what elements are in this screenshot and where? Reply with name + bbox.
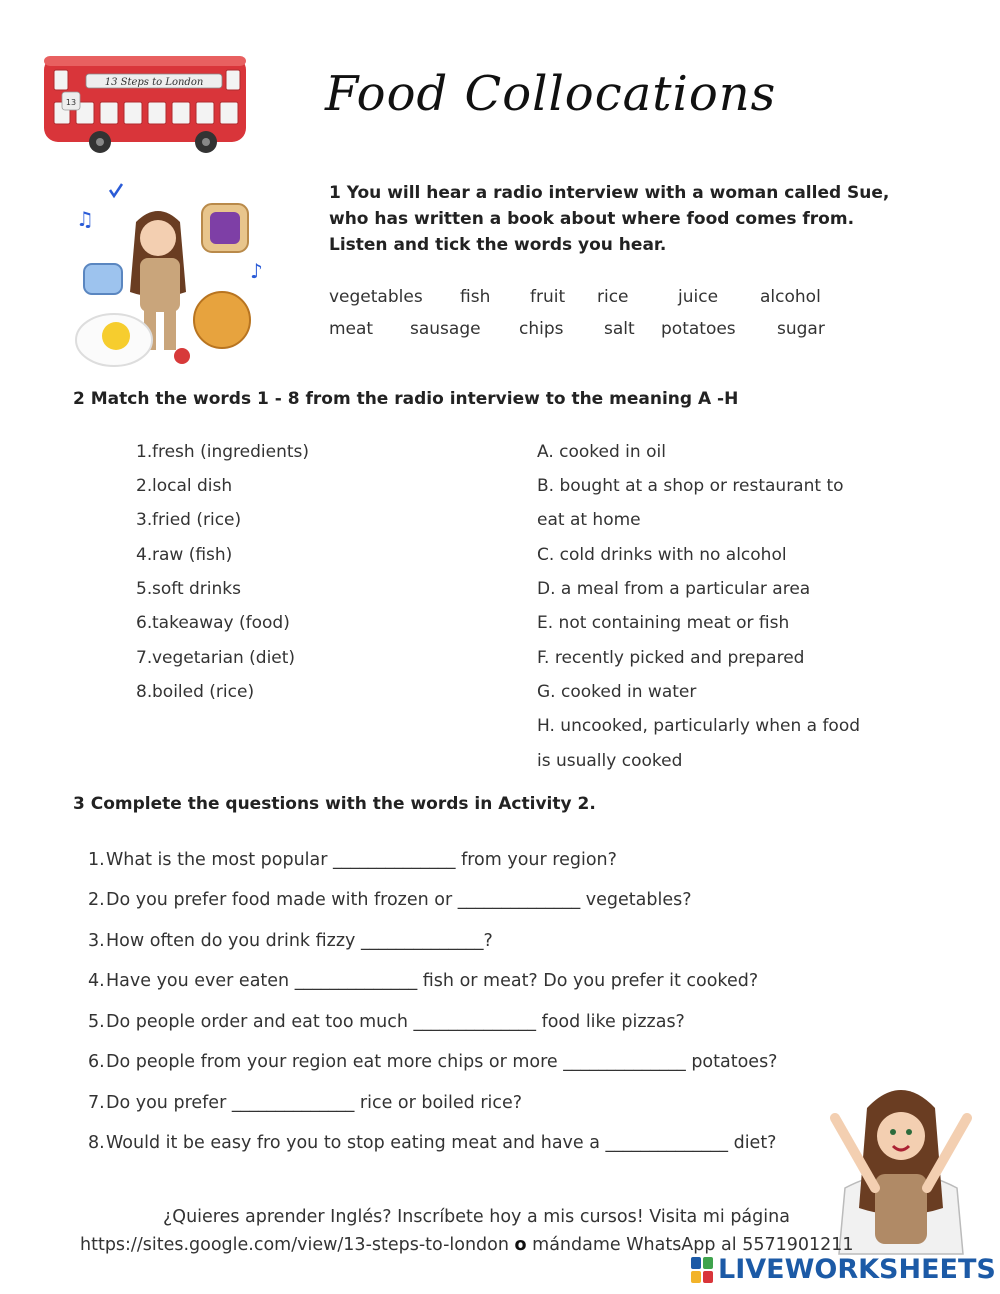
word-potatoes[interactable]: potatoes — [661, 319, 736, 339]
question-item[interactable]: 4.Have you ever eaten ______________ fish or meat? Do you prefer it cooked? — [88, 971, 759, 991]
girl-with-food-image — [70, 182, 280, 374]
footer-whatsapp: mándame WhatsApp al 5571901211 — [532, 1235, 854, 1255]
match-word-item: 7.vegetarian (diet) — [136, 648, 296, 668]
word-rice[interactable]: rice — [597, 287, 629, 307]
activity3-heading: 3 Complete the questions with the words in Activity 2. — [73, 794, 596, 814]
meaning-d: D. a meal from a particular area — [537, 579, 811, 599]
meaning-f: F. recently picked and prepared — [537, 648, 805, 668]
word-list-row-2 — [329, 319, 849, 341]
footer-link[interactable]: https://sites.google.com/view/13-steps-to-london — [80, 1235, 509, 1255]
match-word-item: 4.raw (fish) — [136, 545, 233, 565]
liveworksheets-icon — [690, 1256, 714, 1284]
word-sausage[interactable]: sausage — [410, 319, 481, 339]
meaning-h-cont: is usually cooked — [537, 751, 683, 771]
waving-girl-image — [815, 1078, 987, 1258]
word-fish[interactable]: fish — [460, 287, 491, 307]
liveworksheets-logo — [690, 1254, 996, 1288]
match-meaning-list — [537, 442, 917, 782]
meaning-b: B. bought at a shop or restaurant to — [537, 476, 844, 496]
match-word-item: 5.soft drinks — [136, 579, 241, 599]
meaning-b-cont: eat at home — [537, 510, 641, 530]
word-list-row-1 — [329, 287, 849, 309]
footer-connector: o — [514, 1235, 527, 1255]
match-word-item: 3.fried (rice) — [136, 510, 242, 530]
question-item[interactable]: 3.How often do you drink fizzy ______________? — [88, 931, 493, 951]
question-item[interactable]: 1.What is the most popular ______________ from your region? — [88, 850, 617, 870]
meaning-e: E. not containing meat or fish — [537, 613, 790, 633]
match-word-list — [136, 442, 456, 712]
match-word-item: 1.fresh (ingredients) — [136, 442, 309, 462]
footer-line-1: ¿Quieres aprender Inglés? Inscríbete hoy a mis cursos! Visita mi página — [163, 1207, 790, 1227]
liveworksheets-wordmark: LIVEWORKSHEETS — [718, 1254, 996, 1285]
meaning-a: A. cooked in oil — [537, 442, 666, 462]
word-chips[interactable]: chips — [519, 319, 564, 339]
london-bus-image — [40, 52, 252, 156]
word-vegetables[interactable]: vegetables — [329, 287, 423, 307]
word-juice[interactable]: juice — [678, 287, 719, 307]
meaning-g: G. cooked in water — [537, 682, 697, 702]
activity1-instruction: 1 You will hear a radio interview with a woman called Sue, who has written a book about where food comes from. Listen and tick the words you hear. — [329, 183, 890, 255]
word-sugar[interactable]: sugar — [777, 319, 825, 339]
question-item[interactable]: 5.Do people order and eat too much ______________ food like pizzas? — [88, 1012, 685, 1032]
bus-number: 13 — [65, 98, 77, 107]
activity2-heading: 2 Match the words 1 - 8 from the radio interview to the meaning A -H — [73, 389, 739, 409]
question-item[interactable]: 7.Do you prefer ______________ rice or boiled rice? — [88, 1093, 523, 1113]
svg-text:♫: ♫ — [76, 207, 94, 231]
question-item[interactable]: 8.Would it be easy fro you to stop eating meat and have a ______________ diet? — [88, 1133, 777, 1153]
meaning-c: C. cold drinks with no alcohol — [537, 545, 787, 565]
footer-line-2 — [80, 1235, 854, 1255]
word-alcohol[interactable]: alcohol — [760, 287, 821, 307]
svg-text:♪: ♪ — [250, 259, 263, 283]
match-word-item: 6.takeaway (food) — [136, 613, 290, 633]
question-item[interactable]: 2.Do you prefer food made with frozen or ______________ vegetables? — [88, 890, 692, 910]
question-item[interactable]: 6.Do people from your region eat more chips or more ______________ potatoes? — [88, 1052, 778, 1072]
question-list — [88, 850, 848, 1160]
match-word-item: 8.boiled (rice) — [136, 682, 255, 702]
word-fruit[interactable]: fruit — [530, 287, 566, 307]
page-title: Food Collocations — [325, 66, 777, 122]
bus-sign: 13 Steps to London — [104, 77, 204, 88]
meaning-h: H. uncooked, particularly when a food — [537, 716, 861, 736]
match-word-item: 2.local dish — [136, 476, 233, 496]
word-meat[interactable]: meat — [329, 319, 374, 339]
word-salt[interactable]: salt — [604, 319, 635, 339]
